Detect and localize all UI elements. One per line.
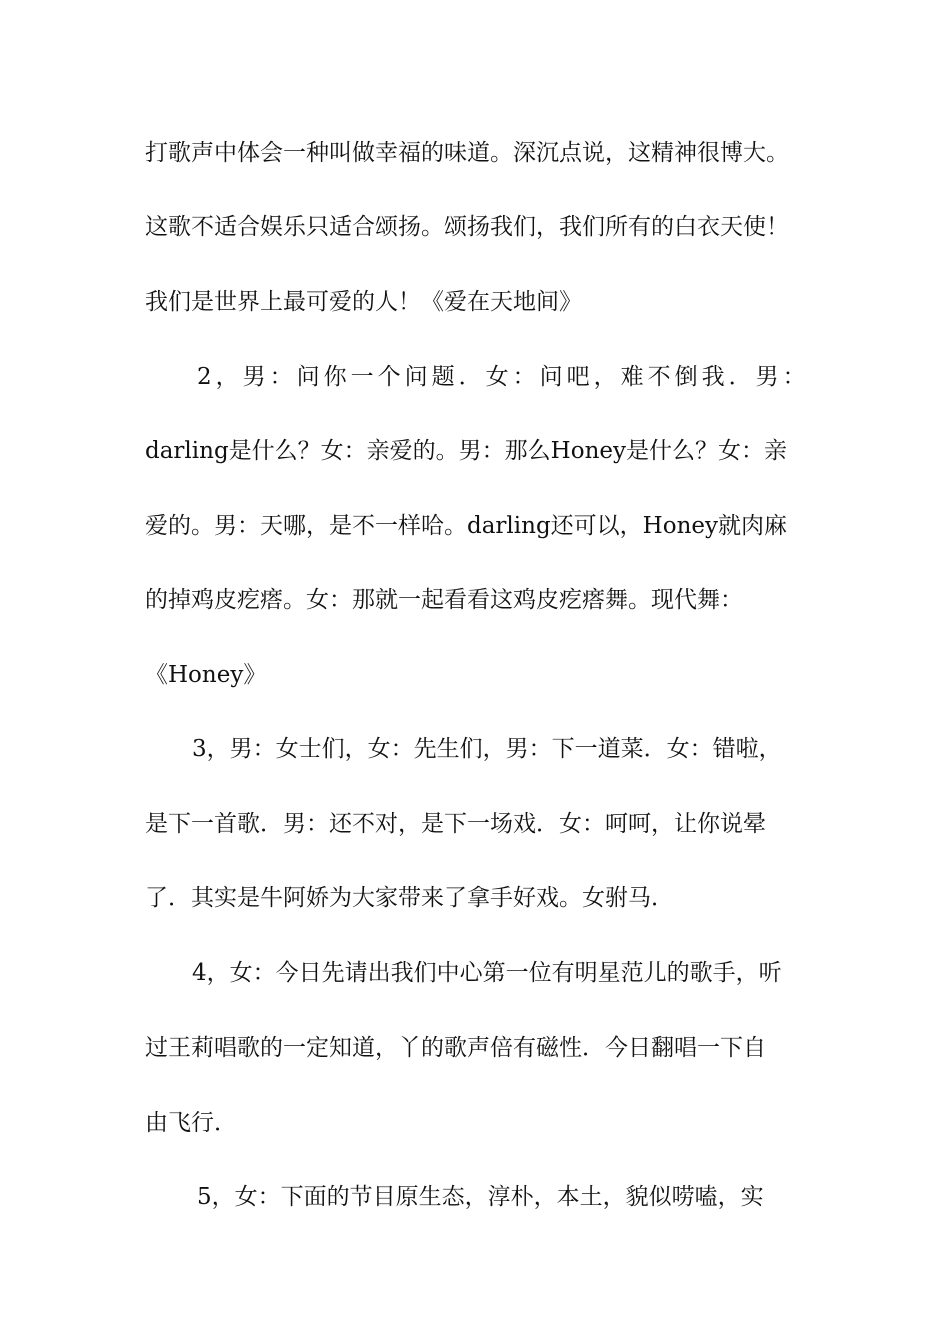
text-line: 5，女：下面的节目原生态，淳朴，本土，貌似唠嗑，实 <box>197 1184 764 1210</box>
text-line: 打歌声中体会一种叫做幸福的味道。深沉点说，这精神很博大。 <box>145 140 789 166</box>
text-line: darling是什么？女：亲爱的。男：那么Honey是什么？女：亲 <box>145 438 788 464</box>
text-line: 《Honey》 <box>145 662 267 688</box>
text-line: 我们是世界上最可爱的人！《爱在天地间》 <box>145 289 582 315</box>
text-line: 爱的。男：天哪，是不一样哈。darling还可以，Honey就肉麻 <box>145 513 788 539</box>
text-line: 2，男：问你一个问题．女：问吧，难不倒我．男： <box>197 364 810 390</box>
text-line: 的掉鸡皮疙瘩。女：那就一起看看这鸡皮疙瘩舞。现代舞： <box>145 587 743 613</box>
text-line: 3，男：女士们，女：先生们，男：下一道菜．女：错啦， <box>192 736 782 762</box>
text-line: 了．其实是牛阿娇为大家带来了拿手好戏。女驸马． <box>145 885 674 911</box>
text-line: 是下一首歌．男：还不对，是下一场戏．女：呵呵，让你说晕 <box>145 811 766 837</box>
text-line: 过王莉唱歌的一定知道，丫的歌声倍有磁性．今日翻唱一下自 <box>145 1035 766 1061</box>
text-line: 这歌不适合娱乐只适合颂扬。颂扬我们，我们所有的白衣天使！ <box>145 214 789 240</box>
text-line: 由飞行． <box>145 1110 237 1136</box>
text-line: 4，女：今日先请出我们中心第一位有明星范儿的歌手，听 <box>192 960 782 986</box>
